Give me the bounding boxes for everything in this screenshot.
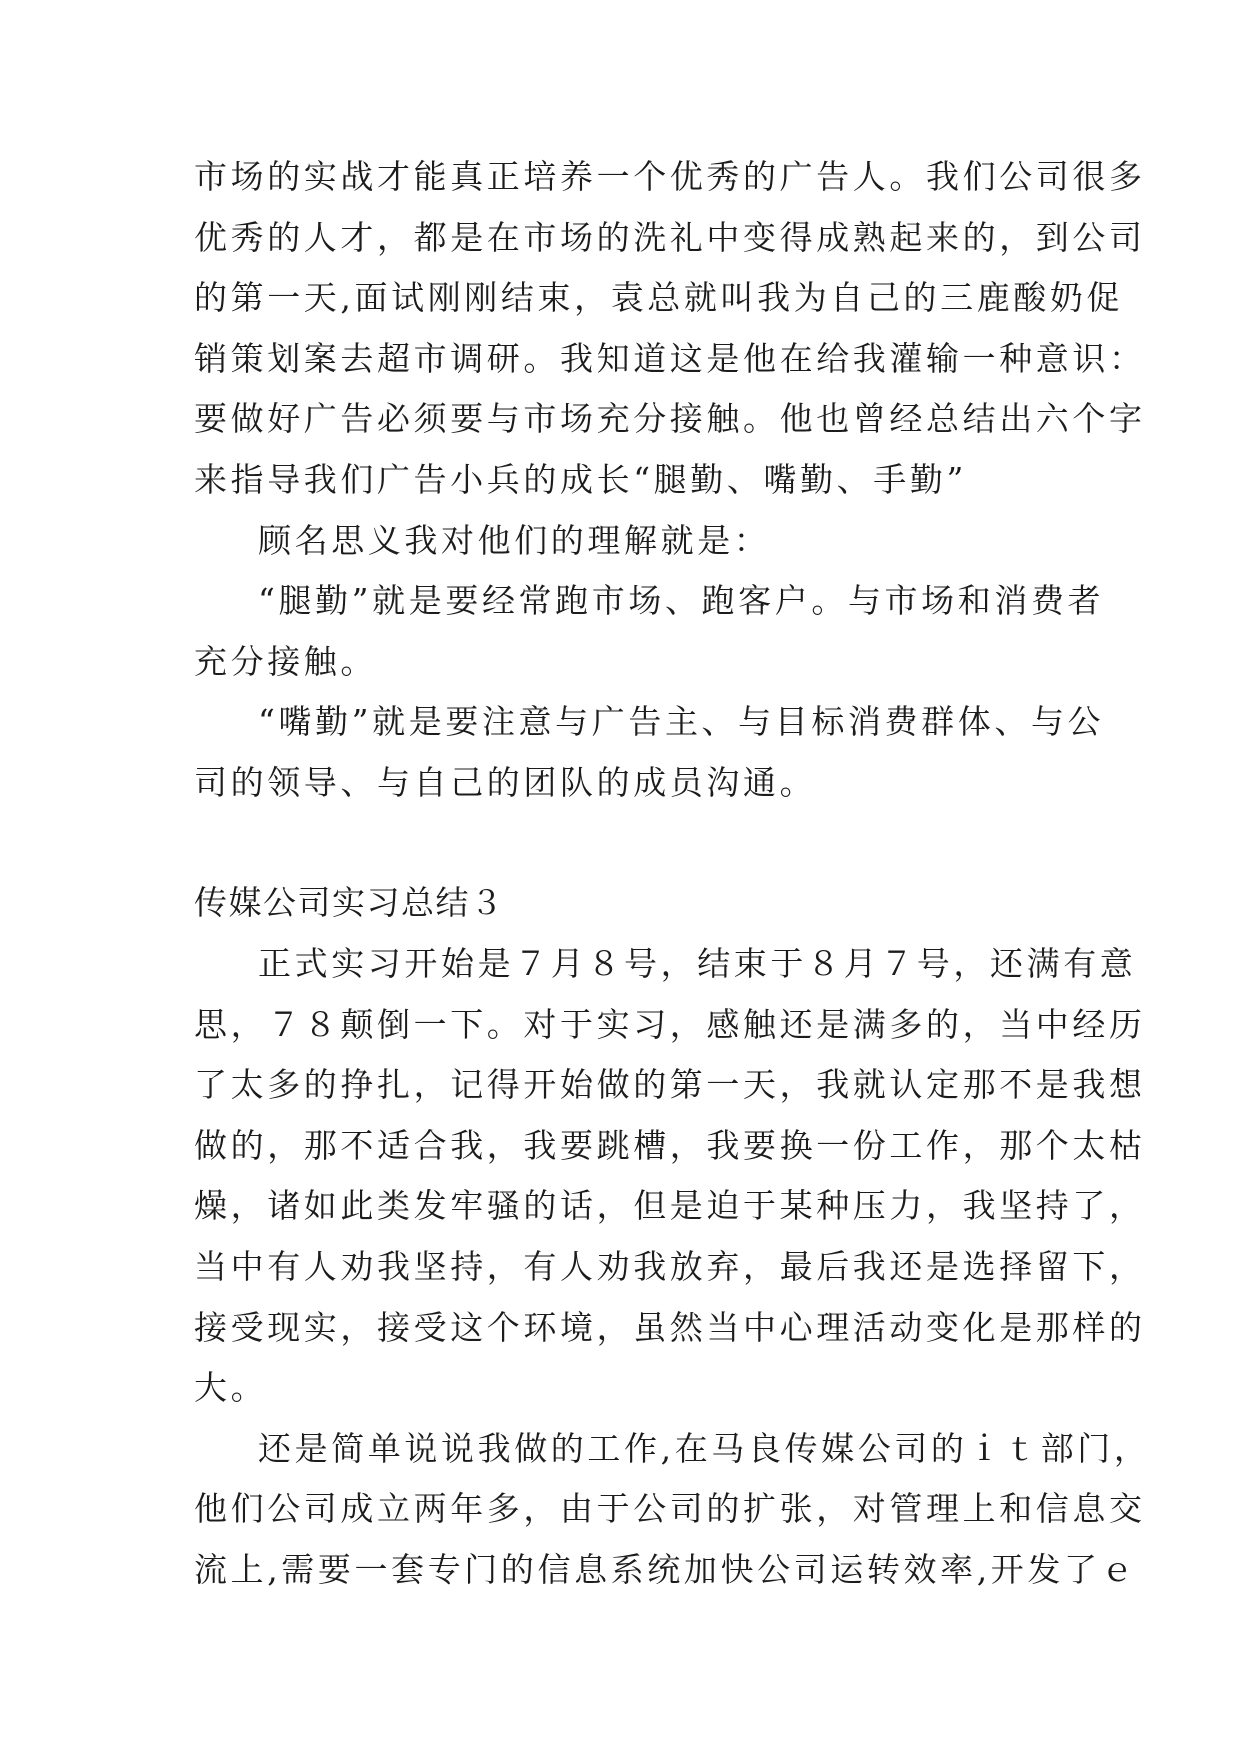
text-line: 市场的实战才能真正培养一个优秀的广告人。我们公司很多 [194,157,1146,196]
text-line: 当中有人劝我坚持，有人劝我放弃，最后我还是选择留下， [194,1247,1146,1286]
text-line: 思，７８颠倒一下。对于实习，感触还是满多的，当中经历 [194,1005,1146,1044]
text-line: 销策划案去超市调研。我知道这是他在给我灌输一种意识： [194,339,1146,378]
text-line: 要做好广告必须要与市场充分接触。他也曾经总结出六个字 [194,399,1146,438]
text-line: 大。 [194,1368,268,1407]
text-line: 做的，那不适合我，我要跳槽，我要换一份工作，那个太枯 [194,1126,1146,1165]
text-line: 充分接触。 [194,642,377,681]
text-line: 燥，诸如此类发牢骚的话，但是迫于某种压力，我坚持了， [194,1186,1146,1225]
text-line: 流上,需要一套专门的信息系统加快公司运转效率,开发了ｅ [194,1550,1138,1589]
text-line: 的第一天,面试刚刚结束，袁总就叫我为自己的三鹿酸奶促 [194,278,1124,317]
text-line: 来指导我们广告小兵的成长“腿勤、嘴勤、手勤” [194,460,967,499]
text-line: 司的领导、与自己的团队的成员沟通。 [194,763,817,802]
text-line: 接受现实，接受这个环境，虽然当中心理活动变化是那样的 [194,1308,1146,1347]
text-line: 他们公司成立两年多，由于公司的扩张，对管理上和信息交 [194,1489,1146,1528]
text-line: “嘴勤”就是要注意与广告主、与目标消费群体、与公 [258,702,1105,741]
text-line: “腿勤”就是要经常跑市场、跑客户。与市场和消费者 [258,581,1105,620]
text-line: 还是简单说说我做的工作,在马良传媒公司的ｉｔ部门， [258,1429,1151,1468]
text-line: 优秀的人才，都是在市场的洗礼中变得成熟起来的，到公司 [194,218,1146,257]
text-line: 顾名思义我对他们的理解就是： [258,521,771,560]
section-heading: 传媒公司实习总结３ [194,883,505,922]
text-line: 了太多的挣扎，记得开始做的第一天，我就认定那不是我想 [194,1065,1146,1104]
text-line: 正式实习开始是７月８号，结束于８月７号，还满有意 [258,944,1137,983]
